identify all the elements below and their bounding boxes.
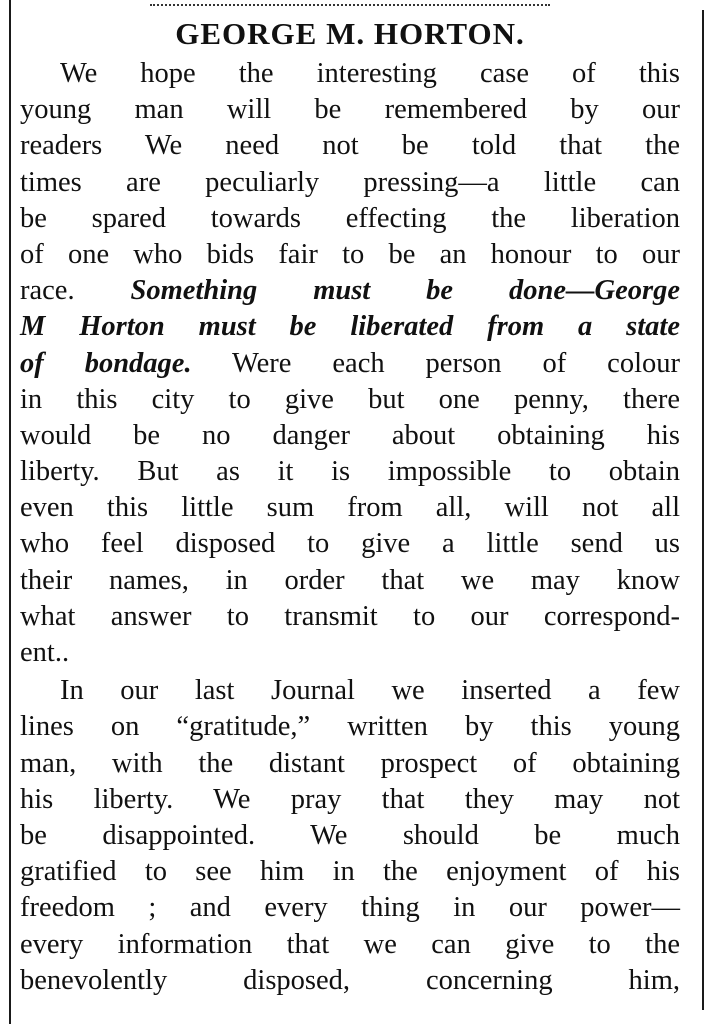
text-line: be spared towards effecting the liberation xyxy=(20,202,680,234)
text-line: benevolently disposed, concerning him, xyxy=(20,964,680,996)
text-segment: Were each person of colour xyxy=(232,347,680,379)
paragraph-1 xyxy=(20,56,680,671)
top-dotted-rule xyxy=(150,4,550,6)
text-line: readers We need not be told that the xyxy=(20,130,680,162)
article-headline: GEORGE M. HORTON. xyxy=(175,16,525,51)
right-column-rule xyxy=(702,10,704,1010)
text-line: man, with the distant prospect of obtaining xyxy=(20,747,680,779)
text-line: be disappointed. We should be much xyxy=(20,819,680,851)
text-line: what answer to transmit to our correspond- xyxy=(20,600,680,632)
text-line: his liberty. We pray that they may not xyxy=(20,783,680,815)
text-line: their names, in order that we may know xyxy=(20,564,680,596)
emphasis-text: Something must be done—George xyxy=(130,275,680,307)
text-line: would be no danger about obtaining his xyxy=(20,419,680,451)
text-line: lines on “gratitude,” written by this young xyxy=(20,711,680,743)
text-line: In our last Journal we inserted a few xyxy=(60,675,680,707)
left-column-rule xyxy=(9,0,11,1024)
text-line: ent.. xyxy=(20,637,70,668)
text-line: young man will be remembered by our xyxy=(20,94,680,126)
emphasis-text: of bondage. xyxy=(20,347,192,379)
text-line: freedom ; and every thing in our power— xyxy=(20,892,680,924)
text-line xyxy=(20,346,680,382)
text-line: of one who bids fair to be an honour to our xyxy=(20,238,680,270)
text-line: We hope the interesting case of this xyxy=(60,58,680,89)
text-line: times are peculiarly pressing—a little can xyxy=(20,166,680,198)
text-line: gratified to see him in the enjoyment of his xyxy=(20,856,680,888)
text-line: who feel disposed to give a little send us xyxy=(20,528,680,560)
article xyxy=(20,14,680,999)
text-line: in this city to give but one penny, there xyxy=(20,383,680,415)
paragraph-2 xyxy=(20,673,680,999)
text-segment: race. xyxy=(20,275,75,307)
text-line: even this little sum from all, will not all xyxy=(20,492,680,524)
emphasis-line: M Horton must be liberated from a state xyxy=(20,311,680,343)
text-line: every information that we can give to the xyxy=(20,928,680,960)
text-line: liberty. But as it is impossible to obtain xyxy=(20,456,680,488)
text-line xyxy=(20,273,680,309)
